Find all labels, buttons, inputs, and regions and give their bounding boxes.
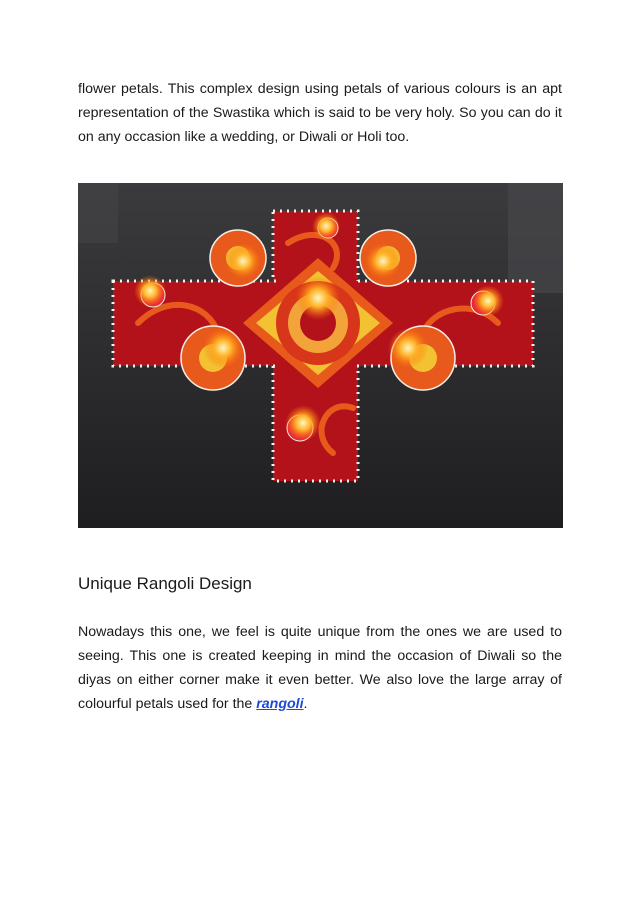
rangoli-photo (78, 183, 563, 528)
rangoli-link[interactable]: rangoli (256, 696, 304, 712)
rangoli-illustration (78, 183, 563, 528)
body-paragraph (78, 620, 562, 716)
intro-paragraph: flower petals. This complex design using petals of various colours is an apt representation of the Swastika which is said to be very holy. So you can do it on any occasion like a wedding, or Diwali or Holi too. (78, 81, 562, 145)
section-heading: Unique Rangoli Design (78, 574, 252, 593)
body-paragraph-trailing: . (303, 696, 308, 712)
body-paragraph-text: Nowadays this one, we feel is quite unique from the ones we are used to seeing. This one is created keeping in mind the occasion of Diwali so the diyas on either corner make it even better. We also love the large array of colourful petals used for the (78, 624, 562, 712)
